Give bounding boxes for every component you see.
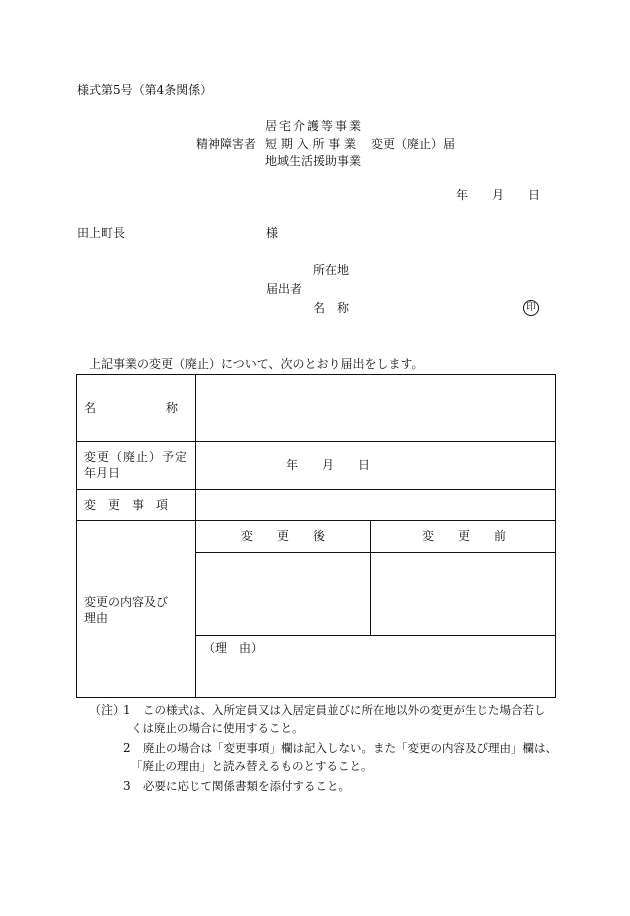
title-prefix: 精神障害者	[196, 137, 257, 151]
seal-mark: 印	[523, 300, 539, 316]
row-divider	[196, 635, 555, 636]
reason-label: （理 由）	[203, 641, 264, 655]
location-label: 所在地	[313, 263, 350, 277]
planned-month: 月	[322, 458, 335, 472]
date-month: 月	[492, 188, 505, 202]
note-number: 2	[123, 741, 131, 755]
name-label: 名 称	[313, 301, 350, 315]
title-service-2: 短 期 入 所 事 業	[265, 137, 357, 151]
after-content-field[interactable]	[197, 553, 369, 634]
name-label-left: 名	[84, 401, 97, 415]
title-suffix: 変更（廃止）届	[371, 137, 456, 151]
applicant-label: 届出者	[266, 282, 303, 296]
date-label-line1: 変更（廃止）予定	[84, 450, 189, 464]
reason-field[interactable]	[197, 657, 553, 695]
note-number: 1	[123, 703, 131, 717]
note-text: 「廃止の理由」と読み替えるものとすること。	[131, 759, 373, 773]
name-label-right: 称	[166, 401, 179, 415]
before-header: 変 更 前	[422, 529, 507, 543]
date-year: 年	[456, 188, 469, 202]
note-text: 廃止の場合は「変更事項」欄は記入しない。また「変更の内容及び理由」欄は、	[143, 741, 557, 755]
before-content-field[interactable]	[372, 553, 553, 634]
planned-date-field[interactable]	[197, 442, 553, 488]
row-divider	[77, 520, 555, 521]
date-label-line2: 年月日	[84, 466, 121, 480]
content-label-line1: 変更の内容及び	[84, 595, 169, 609]
form-number: 様式第5号（第4条関係）	[77, 83, 213, 97]
note-number: 3	[123, 779, 131, 793]
date-day: 日	[528, 188, 541, 202]
before-after-divider	[370, 520, 371, 635]
notification-table	[76, 374, 556, 698]
title-service-1: 居宅介護等事業	[265, 119, 364, 133]
content-label-line2: 理由	[84, 611, 109, 625]
note-text: 必要に応じて関係書類を添付すること。	[143, 779, 350, 793]
note-text: この様式は、入所定員又は入居定員並びに所在地以外の変更が生じた場合若し	[143, 703, 546, 717]
note-text: くは廃止の場合に使用すること。	[131, 721, 304, 735]
label-column-divider	[195, 375, 196, 697]
change-item-label: 変 更 事 項	[84, 498, 169, 512]
addressee-honorific: 様	[266, 226, 279, 240]
planned-day: 日	[358, 458, 371, 472]
name-value-field[interactable]	[197, 376, 553, 440]
intro-text: 上記事業の変更（廃止）について、次のとおり届出をします。	[89, 357, 424, 371]
planned-year: 年	[286, 458, 299, 472]
addressee-name: 田上町長	[77, 226, 126, 240]
notes-prefix: （注）	[89, 703, 126, 717]
title-service-3: 地域生活援助事業	[265, 154, 362, 168]
after-header: 変 更 後	[241, 529, 326, 543]
change-item-field[interactable]	[197, 490, 553, 519]
